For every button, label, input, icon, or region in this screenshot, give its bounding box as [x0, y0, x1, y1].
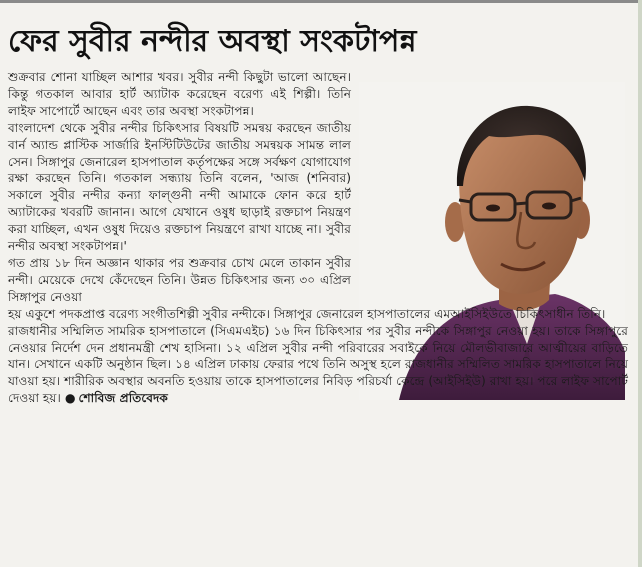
- byline: শোবিজ প্রতিবেদক: [78, 391, 168, 406]
- headline: ফের সুবীর নন্দীর অবস্থা সংকটাপন্ন: [8, 24, 417, 59]
- byline-bullet: ●: [64, 391, 76, 406]
- top-rule: [0, 0, 642, 3]
- article-wide-section: [8, 306, 628, 407]
- article-column: [8, 69, 351, 306]
- paragraph-1: শুক্রবার শোনা যাচ্ছিল আশার খবর। সুবীর নন্দী কিছুটা ভালো আছেন। কিন্তু গতকাল আবার হার্ট অ্যাটাক করেছেন বরেণ্য এই শিল্পী। তিনি লাইফ সাপোর্টে আছেন এবং তার অবস্থা সংকটাপন্ন।: [8, 70, 351, 118]
- paragraph-3-part-1: গত প্রায় ১৮ দিন অজ্ঞান থাকার পর শুক্রবার চোখ মেলে তাকান সুবীর নন্দী। মেয়েকে দেখে কেঁদেছেন তিনি। উন্নত চিকিৎসার জন্য ৩০ এপ্রিল সিঙ্গাপুর নেওয়া: [8, 255, 351, 304]
- paragraph-4-text: রাজধানীর সম্মিলিত সামরিক হাসপাতালে (সিএমএইচ) ১৬ দিন চিকিৎসার পর সুবীর নন্দীকে সিঙ্গাপুর নেওয়া হয়। তাকে সিঙ্গাপুরে নেওয়ার নির্দেশ দেন প্রধানমন্ত্রী শেখ হাসিনা। ১২ এপ্রিল সুবীর নন্দী পরিবারের সবাইকে নিয়ে মৌলভীবাজারে আত্মীয়ের বাড়িতে যান। সেখানে একটি অনুষ্ঠান ছিল। ১৪ এপ্রিল ঢাকায় ফেরার পথে তিনি অসুস্থ হলে রাজধানীর সম্মিলিত সামরিক হাসপাতালে নিয়ে যাওয়া হয়। শারীরিক অবস্থার অবনতি হওয়ায় তাকে হাসপাতালের নিবিড় পরিচর্যা কেন্দ্রে (আইসিইউ) রাখা হয়। পরে লাইফ সাপোর্ট দেওয়া হয়।: [8, 323, 628, 406]
- paragraph-4: [8, 323, 628, 408]
- page-edge-strip: [638, 0, 642, 567]
- paragraph-3-part-2: হয় একুশে পদকপ্রাপ্ত বরেণ্য সংগীতশিল্পী সুবীর নন্দীকে। সিঙ্গাপুর জেনারেল হাসপাতালের এমআইসিইউতে চিকিৎসাধীন তিনি।: [8, 306, 606, 321]
- article-body: [8, 69, 628, 407]
- paragraph-2: বাংলাদেশ থেকে সুবীর নন্দীর চিকিৎসার বিষয়টি সমন্বয় করছেন জাতীয় বার্ন অ্যান্ড প্লাস্টিক সার্জারি ইনস্টিটিউটের জাতীয় সমন্বয়ক সামন্ত লাল সেন। সিঙ্গাপুর জেনারেল হাসপাতাল কর্তৃপক্ষের সঙ্গে সর্বক্ষণ যোগাযোগ রক্ষা করছেন তিনি। গতকাল সন্ধ্যায় তিনি বলেন, 'আজ (শনিবার) সকালে সুবীর নন্দীর কন্যা ফাল্গুনী নন্দী আমাকে ফোন করে হার্ট অ্যাটাকের খবরটি জানান। আগে যেখানে ওষুধ ছাড়াই রক্তচাপ নিয়ন্ত্রণ করা যাচ্ছিল, এখন ওষুধ দিয়েও রক্তচাপ নিয়ন্ত্রণে রাখা যাচ্ছে না। সুবীর নন্দীর অবস্থা সংকটাপন্ন।': [8, 120, 351, 254]
